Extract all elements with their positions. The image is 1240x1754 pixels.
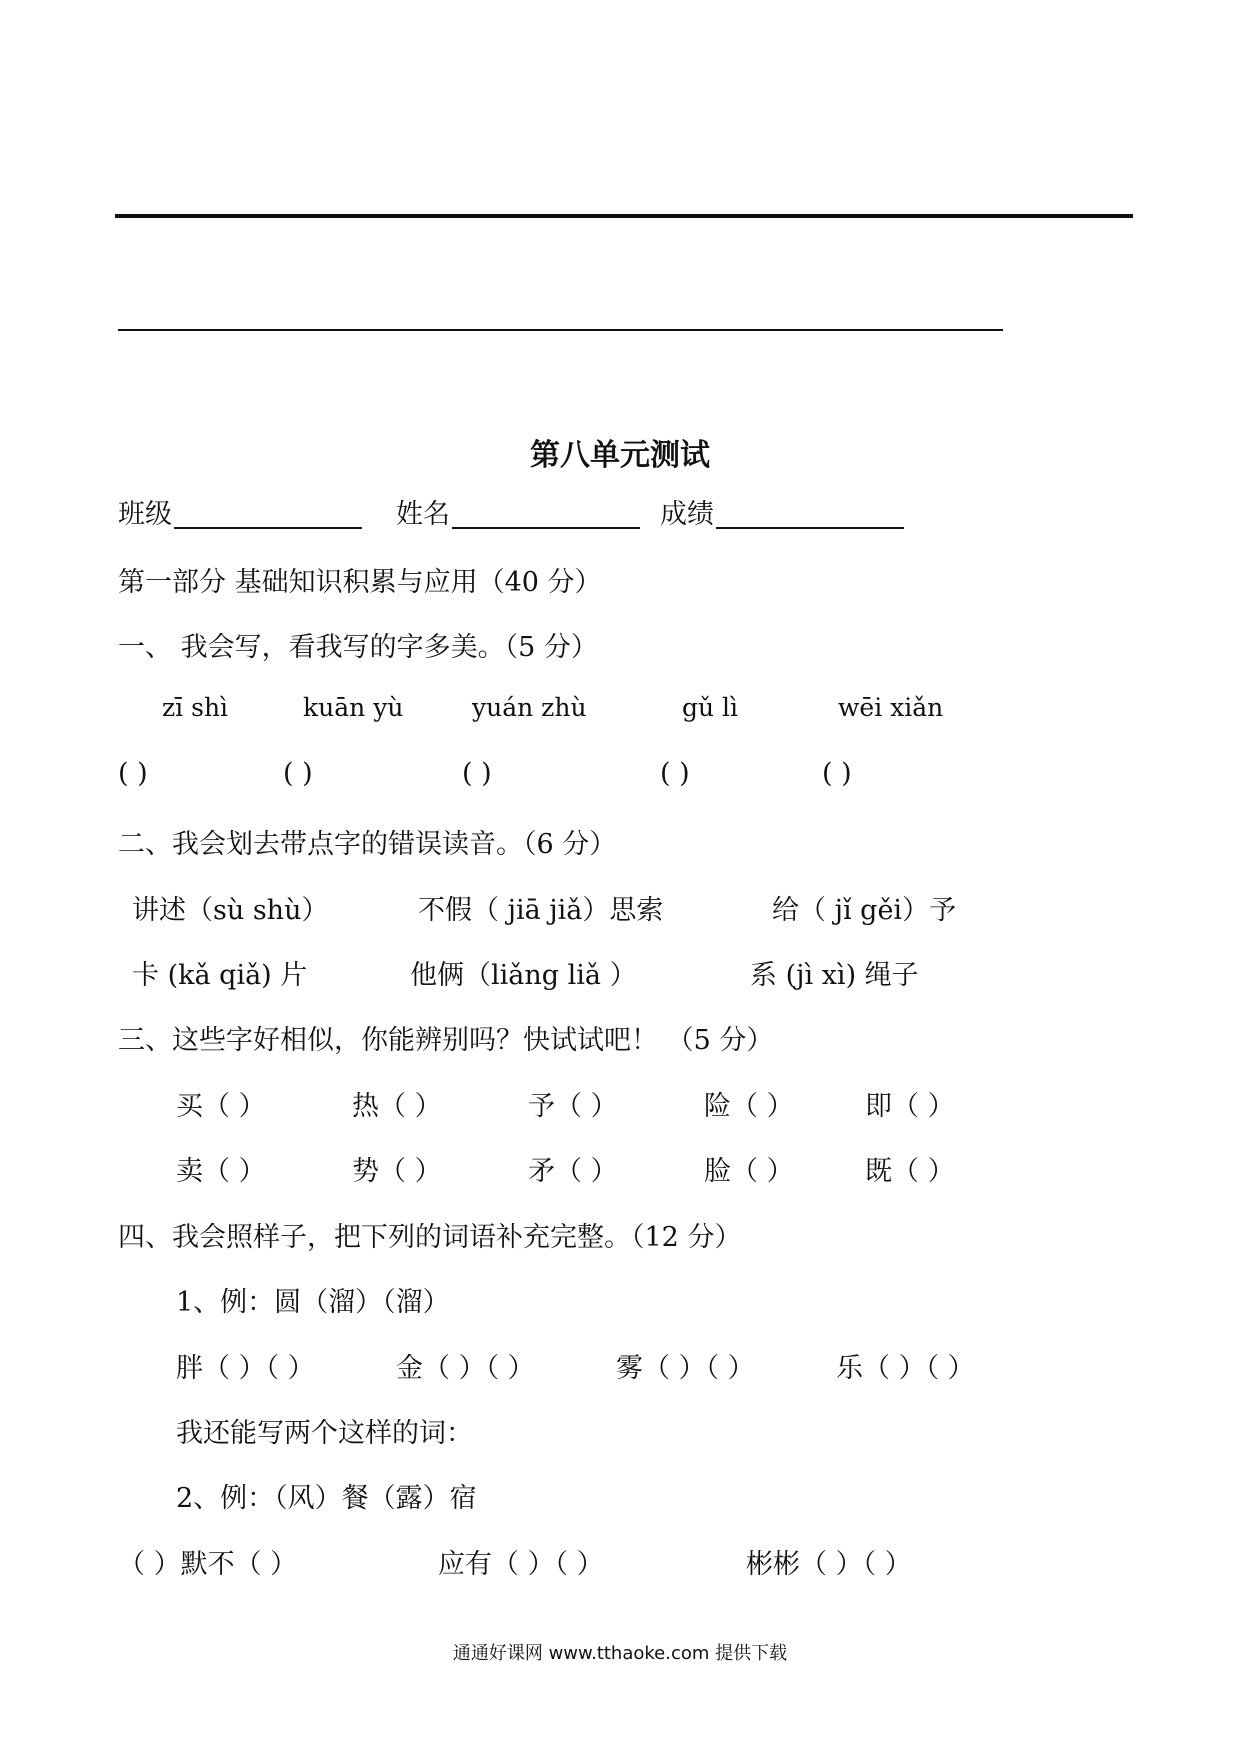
score-label: 成绩 bbox=[660, 499, 714, 530]
top-rule-thick bbox=[115, 214, 1133, 218]
q1-pinyin-2: kuān yù bbox=[303, 693, 404, 722]
q3-item-7[interactable]: 势（ ） bbox=[352, 1156, 442, 1187]
q2-item-5[interactable]: 他俩（liǎng liǎ ） bbox=[410, 960, 637, 991]
class-label: 班级 bbox=[118, 499, 172, 530]
q4-item-3[interactable]: 雾（ ）（ ） bbox=[616, 1353, 755, 1384]
q2-item-2[interactable]: 不假（ jiā jiǎ）思索 bbox=[418, 895, 664, 926]
q3-item-10[interactable]: 既（ ） bbox=[865, 1156, 955, 1187]
name-field bbox=[396, 492, 640, 531]
part1-heading: 第一部分 基础知识积累与应用（40 分） bbox=[118, 567, 602, 598]
q1-answer-box-3[interactable]: ( ) bbox=[462, 758, 492, 789]
q4-heading: 四、我会照样子，把下列的词语补充完整。（12 分） bbox=[118, 1222, 742, 1253]
q3-item-5[interactable]: 即（ ） bbox=[865, 1091, 955, 1122]
page-title: 第八单元测试 bbox=[530, 438, 710, 473]
q1-pinyin-1: zī shì bbox=[162, 693, 229, 722]
q2-item-6[interactable]: 系 (jì xì) 绳子 bbox=[750, 960, 919, 991]
q3-item-6[interactable]: 卖（ ） bbox=[176, 1156, 266, 1187]
q3-item-9[interactable]: 脸（ ） bbox=[704, 1156, 794, 1187]
q4-example-2: 2、例：（风）餐（露）宿 bbox=[176, 1483, 477, 1514]
q4-more-prompt: 我还能写两个这样的词： bbox=[176, 1418, 473, 1449]
q4-item-1[interactable]: 胖（ ）（ ） bbox=[176, 1353, 315, 1384]
class-blank[interactable] bbox=[174, 497, 362, 529]
q2-item-3[interactable]: 给（ jǐ gěi）予 bbox=[772, 895, 957, 926]
q4-example-1: 1、例：圆（溜）（溜） bbox=[176, 1287, 450, 1318]
q4-item-7[interactable]: 彬彬（ ）（ ） bbox=[746, 1549, 912, 1580]
q3-item-2[interactable]: 热（ ） bbox=[352, 1091, 442, 1122]
q2-item-4[interactable]: 卡 (kǎ qiǎ) 片 bbox=[132, 960, 308, 991]
q1-pinyin-5: wēi xiǎn bbox=[838, 693, 944, 722]
q1-heading: 一、 我会写，看我写的字多美。（5 分） bbox=[118, 632, 598, 663]
name-label: 姓名 bbox=[396, 499, 450, 530]
q4-item-5[interactable]: （ ）默不（ ） bbox=[118, 1549, 298, 1580]
q3-item-8[interactable]: 矛（ ） bbox=[528, 1156, 618, 1187]
q1-answer-box-5[interactable]: ( ) bbox=[822, 758, 852, 789]
q1-pinyin-3: yuán zhù bbox=[472, 693, 587, 722]
q1-answer-box-1[interactable]: ( ) bbox=[118, 758, 148, 789]
q1-answer-box-4[interactable]: ( ) bbox=[660, 758, 690, 789]
class-field bbox=[118, 492, 362, 531]
q3-item-1[interactable]: 买（ ） bbox=[176, 1091, 266, 1122]
top-rule-thin bbox=[118, 329, 1003, 331]
q2-heading: 二、我会划去带点字的错误读音。（6 分） bbox=[118, 829, 617, 860]
name-blank[interactable] bbox=[452, 497, 640, 529]
q3-item-3[interactable]: 予（ ） bbox=[528, 1091, 618, 1122]
footer-text: 通通好课网 www.tthaoke.com 提供下载 bbox=[452, 1643, 788, 1664]
q2-item-1[interactable]: 讲述（sù shù） bbox=[132, 895, 329, 926]
q1-pinyin-4: gǔ lì bbox=[682, 693, 739, 722]
q4-item-2[interactable]: 金（ ）（ ） bbox=[396, 1353, 535, 1384]
q4-item-6[interactable]: 应有（ ）（ ） bbox=[438, 1549, 604, 1580]
score-field bbox=[660, 492, 904, 531]
q3-item-4[interactable]: 险（ ） bbox=[704, 1091, 794, 1122]
q3-heading: 三、这些字好相似，你能辨别吗？快试试吧！ （5 分） bbox=[118, 1025, 774, 1056]
q4-item-4[interactable]: 乐（ ）（ ） bbox=[836, 1353, 975, 1384]
score-blank[interactable] bbox=[716, 497, 904, 529]
q1-answer-box-2[interactable]: ( ) bbox=[283, 758, 313, 789]
